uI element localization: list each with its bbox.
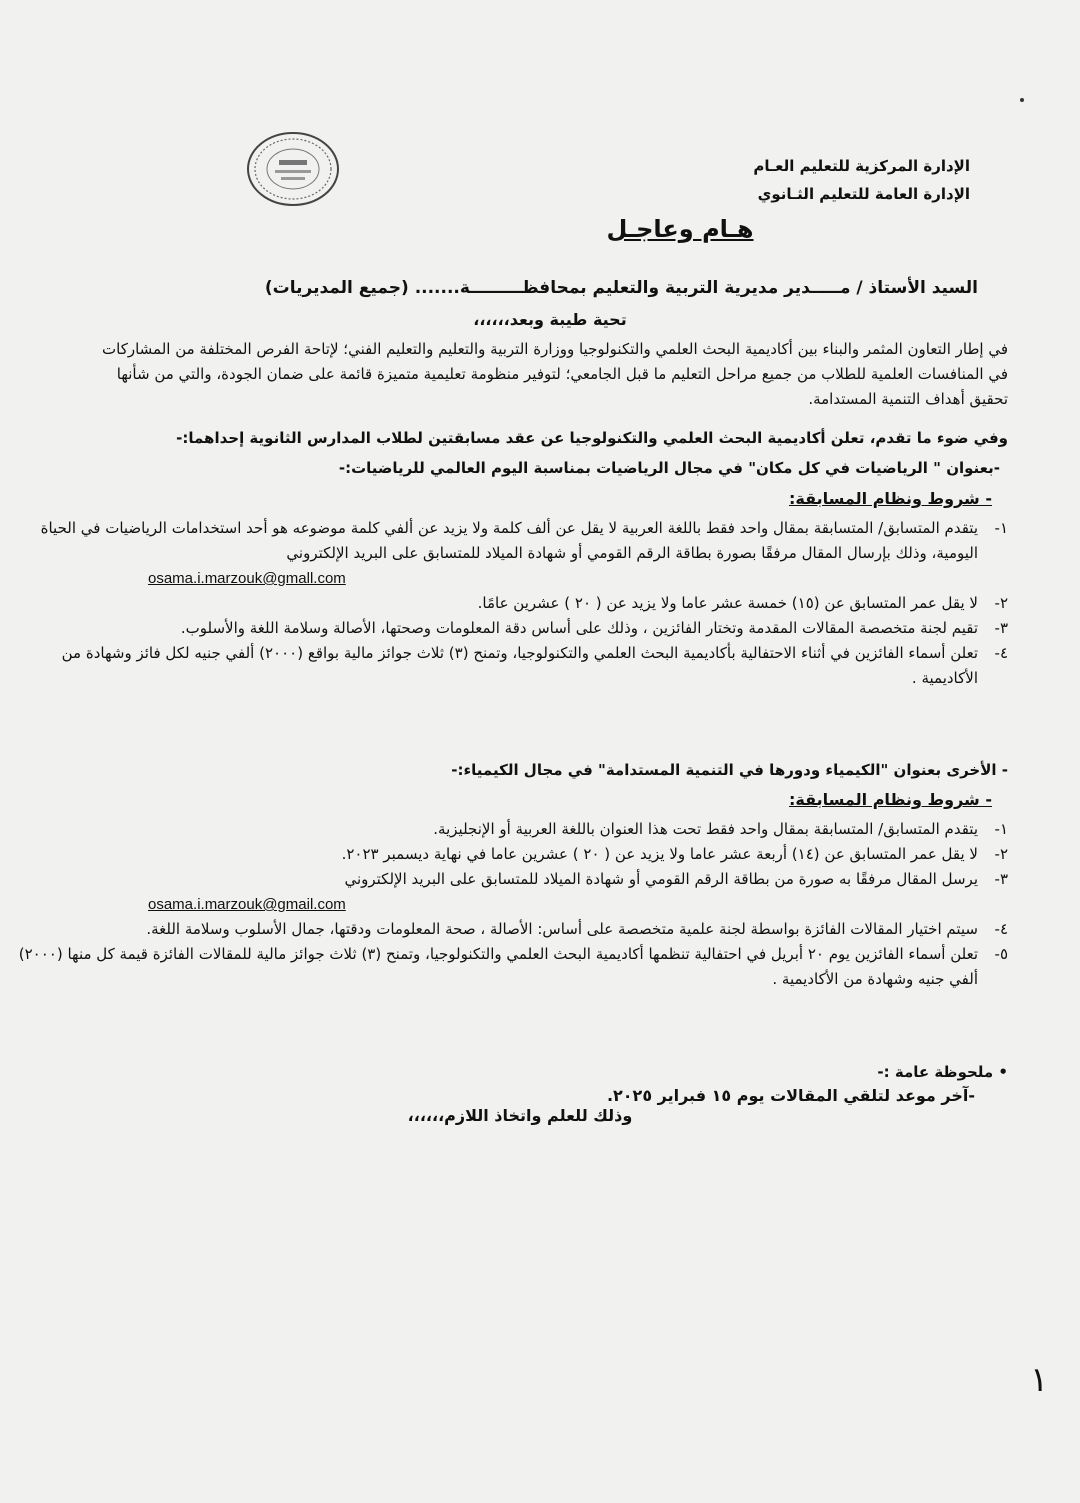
- list-item-text: لا يقل عمر المتسابق عن (١٤) أربعة عشر عاما ولا يزيد عن ( ٢٠ ) عشرين عاما في نهاية ديسمبر ٢٠٢٣.: [341, 845, 978, 863]
- competition-2-title: - الأخرى بعنوان "الكيمياء ودورها في التنمية المستدامة" في مجال الكيمياء:-: [451, 761, 1008, 779]
- list-item-text: يتقدم المتسابق/ المتسابقة بمقال واحد فقط باللغة العربية لا يقل عن ألف كلمة ولا يزيد عن ألفي كلمة موضوعه هو أحد استخدامات الرياضيات في الحياة اليومية، وذلك بإرسال المقال مرفقًا بصورة بطاقة الرقم القومي أو شهادة الميلاد للمتسابق على البريد الإلكتروني: [40, 519, 978, 562]
- list-item-text: يتقدم المتسابق/ المتسابقة بمقال واحد فقط تحت هذا العنوان باللغة العربية أو الإنجليزية.: [433, 820, 978, 838]
- competition-1-title: -بعنوان " الرياضيات في كل مكان" في مجال الرياضيات بمناسبة اليوم العالمي للرياضيات:-: [338, 459, 1000, 477]
- conditions-list-2: [18, 817, 1008, 992]
- list-item-text: تعلن أسماء الفائزين يوم ٢٠ أبريل في احتفالية تنظمها أكاديمية البحث العلمي والتكنولوجيا، وتمنح (٣) ثلاث جوائز مالية للمقالات الفائزة قيمة كل منها (٢٠٠٠) ألفي جنيه وشهادة من الأكاديمية .: [18, 945, 978, 988]
- list-item-number: ٢-: [994, 594, 1008, 612]
- closing-line: وذلك للعلم واتخاذ اللازم،،،،،،: [407, 1106, 633, 1125]
- list-item-text: يرسل المقال مرفقًا به صورة من بطاقة الرقم القومي أو شهادة الميلاد للمتسابق على البريد الإلكتروني: [344, 870, 978, 888]
- list-item-number: ٤-: [994, 920, 1008, 938]
- email-link-2[interactable]: osama.i.marzouk@gmail.com: [148, 896, 346, 913]
- list-item: [18, 942, 1008, 992]
- announcement-paragraph: وفي ضوء ما تقدم، تعلن أكاديمية البحث العلمي والتكنولوجيا عن عقد مسابقتين لطلاب المدارس الثانوية إحداهما:-: [176, 429, 1008, 447]
- list-item: [18, 842, 1008, 867]
- list-item: [18, 516, 1008, 566]
- intro-paragraph: في إطار التعاون المثمر والبناء بين أكاديمية البحث العلمي والتكنولوجيا ووزارة التربية والتعليم والتعليم الفني؛ لإتاحة الفرص المختلفة من المشاركات في المنافسات العلمية للطلاب من جميع مراحل التعليم ما قبل الجامعي؛ لتوفير منظومة تعليمية متميزة قائمة على ضمان الجودة، والتي من شأنها تحقيق أهداف التنمية المستدامة.: [102, 340, 1008, 408]
- email-line: [18, 566, 1008, 591]
- email-line: [18, 892, 1008, 917]
- list-item-text: سيتم اختيار المقالات الفائزة بواسطة لجنة علمية متخصصة على أساس: الأصالة ، صحة المعلومات ودقتها، جمال الأسلوب وسلامة اللغة.: [146, 920, 978, 938]
- issuer-line-2: الإدارة العامة للتعليم الثـانوي: [757, 185, 970, 203]
- conditions-heading-1: - شروط ونظام المسابقة:: [788, 489, 992, 508]
- list-item-number: ١-: [994, 519, 1008, 537]
- list-item: [18, 591, 1008, 616]
- conditions-heading-2: - شروط ونظام المسابقة:: [788, 790, 992, 809]
- scan-speck: [1020, 98, 1024, 102]
- page-number: ١: [1030, 1360, 1049, 1400]
- list-item: [18, 917, 1008, 942]
- list-item-number: ٥-: [994, 945, 1008, 963]
- list-item-text: تقيم لجنة متخصصة المقالات المقدمة وتختار الفائزين ، وذلك على أساس دقة المعلومات وصحتها، الأصالة وسلامة اللغة والأسلوب.: [180, 619, 978, 637]
- list-item-number: ٣-: [994, 870, 1008, 888]
- list-item-number: ٤-: [994, 644, 1008, 662]
- issuer-header: [650, 152, 970, 208]
- list-item: [18, 616, 1008, 641]
- conditions-list-1: [18, 516, 1008, 691]
- list-item-number: ٢-: [994, 845, 1008, 863]
- ministry-seal-icon: [245, 130, 341, 208]
- issuer-line-1: الإدارة المركزية للتعليم العـام: [753, 157, 970, 175]
- general-note-heading: • ملحوظة عامة :-: [877, 1063, 1008, 1081]
- list-item: [18, 817, 1008, 842]
- deadline-note: -آخر موعد لتلقي المقالات يوم ١٥ فبراير ٢٠٢٥.: [606, 1086, 975, 1105]
- list-item-text: لا يقل عمر المتسابق عن (١٥) خمسة عشر عاما ولا يزيد عن ( ٢٠ ) عشرين عامًا.: [477, 594, 978, 612]
- greeting: تحية طيبة وبعد،،،،،،: [473, 310, 627, 329]
- list-item-number: ١-: [994, 820, 1008, 838]
- list-item-number: ٣-: [994, 619, 1008, 637]
- email-link-1[interactable]: osama.i.marzouk@gmall.com: [148, 570, 346, 587]
- list-item: [18, 867, 1008, 892]
- addressee-line: السيد الأستاذ / مـــــدير مديرية التربية والتعليم بمحافظـــــــــة....... (جميع المديريات): [264, 278, 978, 298]
- list-item: [18, 641, 1008, 691]
- urgent-title: هـام وعاجـل: [606, 215, 754, 243]
- list-item-text: تعلن أسماء الفائزين في أثناء الاحتفالية بأكاديمية البحث العلمي والتكنولوجيا، وتمنح (٣) ثلاث جوائز مالية بواقع (٢٠٠٠) ألفي جنيه لكل فائز وشهادة من الأكاديمية .: [61, 644, 978, 687]
